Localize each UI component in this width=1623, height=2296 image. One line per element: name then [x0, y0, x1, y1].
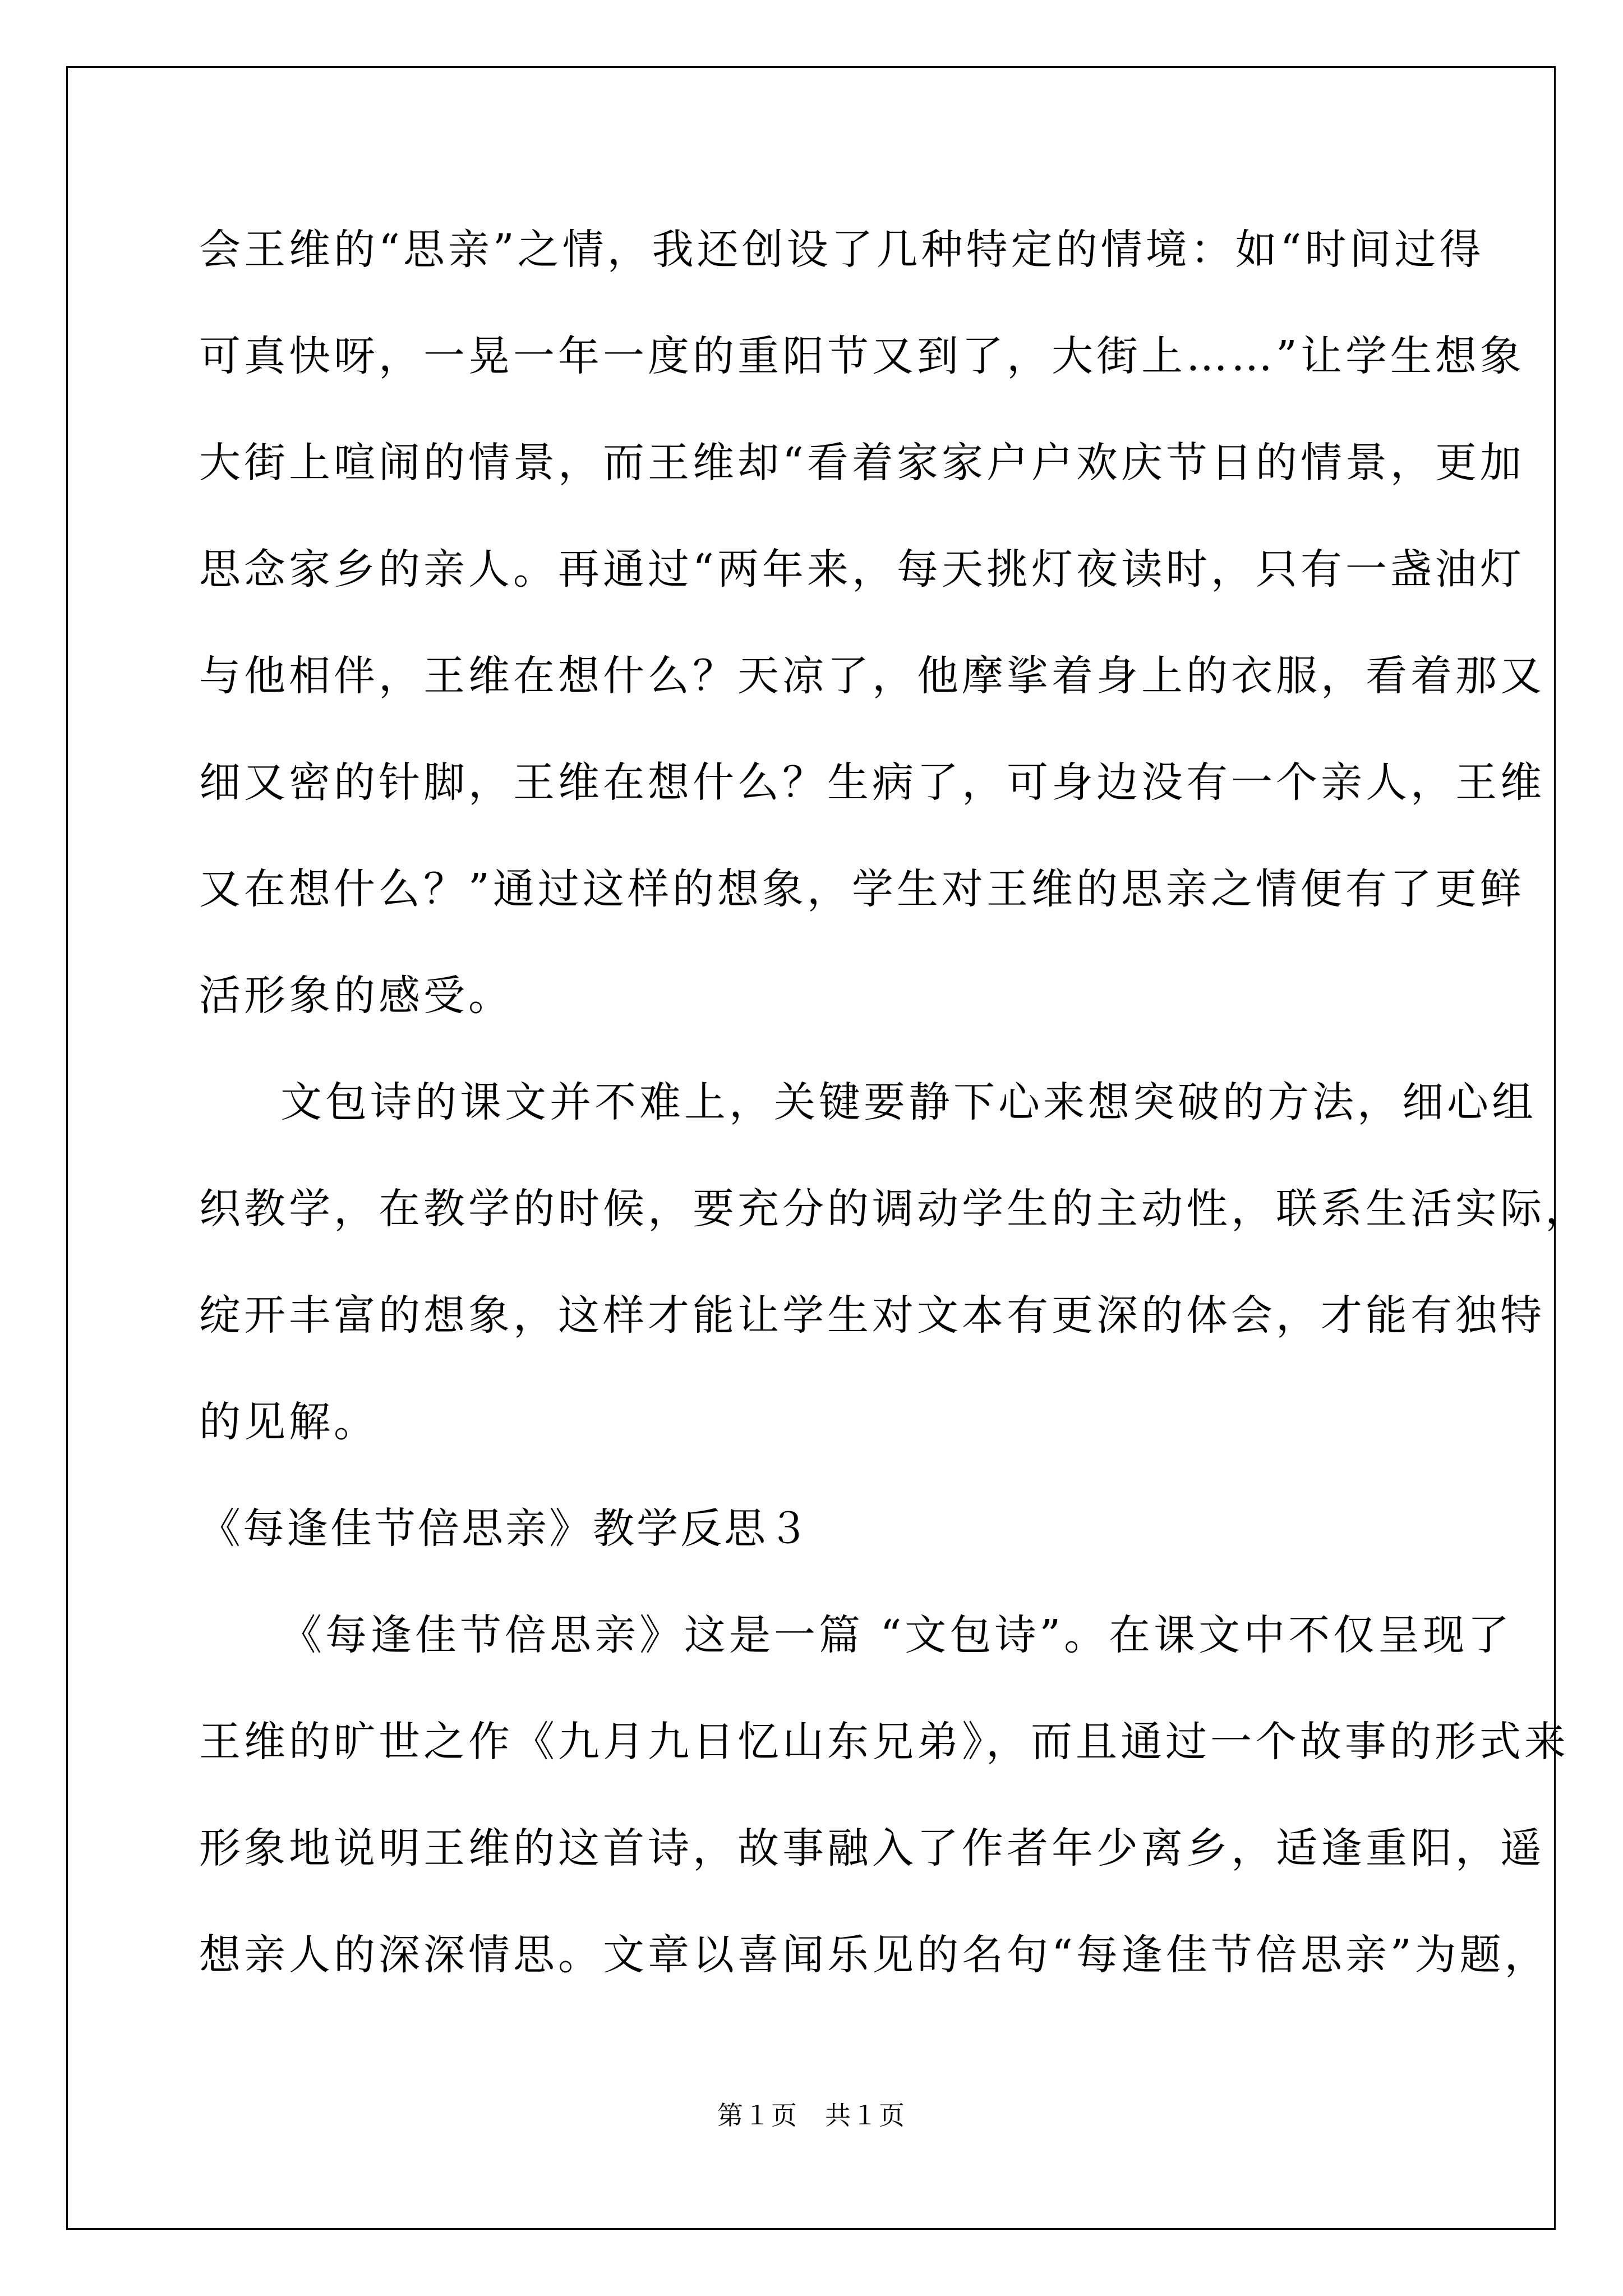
body-line-8: 活形象的感受。 [199, 972, 513, 1020]
page-footer: 第１页 共１页 [717, 2100, 906, 2131]
paragraph-2-line-4: 的见解。 [199, 1398, 379, 1446]
paragraph-3-line-1: 《每逢佳节倍思亲》这是一篇 “文包诗”。在课文中不仅呈现了 [280, 1611, 1513, 1659]
body-line-5: 与他相伴，王维在想什么？天凉了，他摩挲着身上的衣服，看着那又 [199, 652, 1545, 700]
paragraph-2-line-3: 绽开丰富的想象，这样才能让学生对文本有更深的体会，才能有独特 [199, 1291, 1545, 1340]
body-line-3: 大街上喧闹的情景，而王维却“看着家家户户欢庆节日的情景，更加 [199, 439, 1525, 487]
body-line-7: 又在想什么？”通过这样的想象，学生对王维的思亲之情便有了更鲜 [199, 865, 1525, 913]
page-frame [66, 66, 1556, 2230]
body-line-6: 细又密的针脚，王维在想什么？生病了，可身边没有一个亲人，王维 [199, 758, 1545, 807]
paragraph-2-line-1: 文包诗的课文并不难上，关键要静下心来想突破的方法，细心组 [280, 1078, 1537, 1126]
body-line-4: 思念家乡的亲人。再通过“两年来，每天挑灯夜读时，只有一盏油灯 [199, 545, 1525, 593]
paragraph-3-line-4: 想亲人的深深情思。文章以喜闻乐见的名句“每逢佳节倍思亲”为题， [199, 1931, 1550, 1979]
body-line-1: 会王维的“思亲”之情，我还创设了几种特定的情境：如“时间过得 [199, 226, 1484, 274]
paragraph-3-line-2: 王维的旷世之作《九月九日忆山东兄弟》，而且通过一个故事的形式来 [199, 1718, 1569, 1766]
section-heading: 《每逢佳节倍思亲》教学反思３ [199, 1504, 811, 1553]
body-line-2: 可真快呀，一晃一年一度的重阳节又到了，大街上……”让学生想象 [199, 332, 1525, 380]
paragraph-2-line-2: 织教学，在教学的时候，要充分的调动学生的主动性，联系生活实际， [199, 1185, 1590, 1233]
paragraph-3-line-3: 形象地说明王维的这首诗，故事融入了作者年少离乡，适逢重阳，遥 [199, 1824, 1545, 1872]
